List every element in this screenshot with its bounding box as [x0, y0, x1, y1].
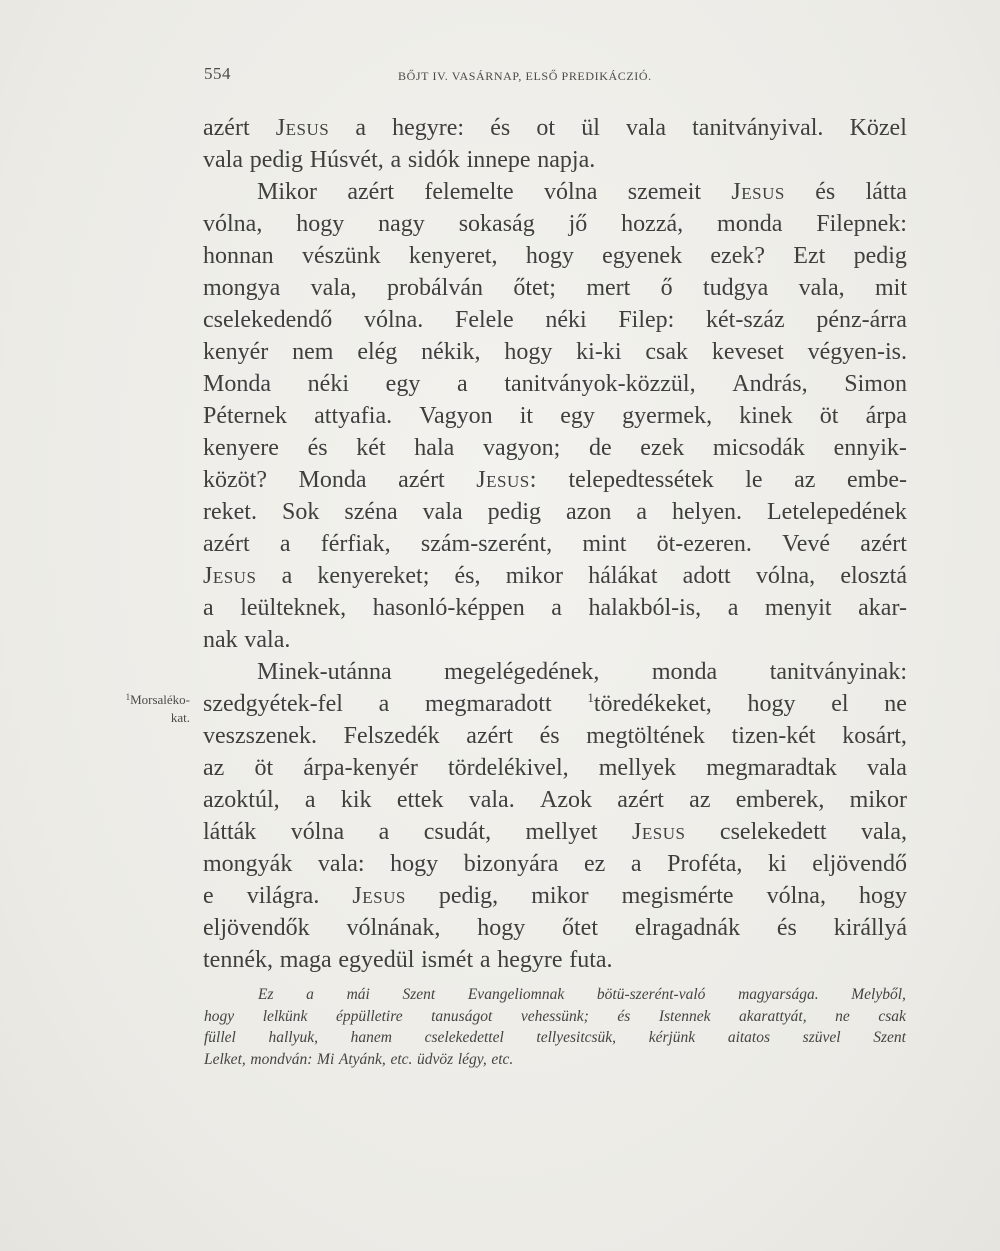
word: Közel	[849, 115, 907, 141]
word: eljövendő	[812, 851, 907, 877]
text-line	[203, 464, 907, 496]
word: tanuságot	[431, 1007, 493, 1025]
word: szüvel	[802, 1029, 841, 1046]
word: bizonyára	[463, 851, 559, 877]
word: Ez	[258, 986, 274, 1003]
word: vólna	[544, 179, 598, 205]
word: vólna.	[363, 307, 424, 333]
word: András,	[732, 371, 808, 397]
word: a	[727, 595, 739, 621]
word: vólna,	[203, 211, 263, 237]
word: vala,	[861, 819, 907, 845]
word: ki-ki	[576, 339, 622, 365]
word: ül	[581, 115, 600, 141]
word: helyen.	[672, 499, 742, 525]
word: Ezt	[793, 243, 826, 269]
word: vala,	[798, 275, 845, 301]
word: és	[776, 915, 797, 941]
word: szemeit	[627, 179, 702, 205]
word: ez	[583, 851, 606, 877]
word: Sok	[281, 499, 320, 525]
word: Monda	[298, 467, 367, 493]
word: ki	[768, 851, 787, 877]
word: Jesus	[731, 179, 785, 205]
word: a	[630, 851, 642, 877]
word: hegyre:	[392, 115, 465, 141]
word: tennék,	[203, 947, 273, 973]
word: Felele	[454, 307, 514, 333]
word: csudát,	[423, 819, 492, 845]
word: szedgyétek-fel	[203, 691, 343, 717]
word: széna	[344, 499, 398, 525]
word: Jesus	[632, 819, 686, 845]
word: cselekedendő	[203, 307, 333, 333]
word: micsodák	[712, 435, 805, 461]
word: emberek,	[735, 787, 825, 813]
word: lelkünk	[262, 1007, 308, 1025]
word: kenyere	[203, 435, 279, 461]
word: a	[306, 986, 314, 1003]
text-line	[203, 208, 907, 240]
word: Jesus	[275, 115, 330, 141]
word: mikor	[505, 563, 564, 589]
word: vala	[203, 147, 243, 173]
margin-note-text-1: Morsaléko-	[130, 692, 190, 707]
word	[587, 688, 711, 720]
word: leülteknek,	[240, 595, 347, 621]
word: éppülletire	[336, 1007, 403, 1025]
word: az	[203, 755, 225, 781]
word: őtet	[562, 915, 599, 941]
text-line	[203, 656, 907, 688]
word: a	[551, 595, 562, 621]
text-line	[203, 432, 907, 464]
word: egyedül	[338, 947, 415, 973]
word: cselekedettel	[424, 1029, 504, 1046]
word: néki	[545, 307, 587, 333]
text-line	[203, 944, 907, 976]
word: innepe	[466, 147, 531, 173]
word: és,	[454, 563, 481, 589]
word: reket.	[203, 499, 257, 525]
word: napja.	[537, 147, 596, 173]
text-line	[203, 848, 907, 880]
word: egyenek	[602, 243, 683, 269]
word: Lelket,	[204, 1050, 246, 1068]
word: Monda	[203, 371, 271, 397]
word: kenyér	[203, 339, 269, 365]
word: pedig	[487, 499, 541, 525]
word: Melyből,	[851, 986, 906, 1003]
page-number: 554	[204, 64, 231, 83]
word: azért	[466, 723, 513, 749]
word: akarattyát,	[739, 1007, 807, 1025]
word: és	[490, 115, 511, 141]
word: kinek	[739, 403, 793, 429]
word: hogy	[504, 339, 553, 365]
word: vala.	[468, 787, 515, 813]
word-text: töredékeket,	[593, 691, 712, 717]
word: ő	[660, 275, 673, 301]
word: Vevé	[782, 531, 831, 557]
word: pénz-árra	[816, 307, 907, 333]
word: azért	[203, 531, 250, 557]
word: tellyesitcsük,	[536, 1029, 617, 1046]
word: vala	[866, 755, 907, 781]
word: közöt?	[203, 467, 267, 493]
word: hozzá,	[621, 211, 684, 237]
text-line	[203, 784, 907, 816]
word: a	[279, 531, 291, 557]
word: monda	[717, 211, 783, 237]
word: sidók	[407, 147, 460, 173]
word: királlyá	[833, 915, 907, 941]
word: eljövendők	[203, 915, 310, 941]
word: egy	[385, 371, 421, 397]
word: hálákat	[588, 563, 658, 589]
word: két-száz	[706, 307, 785, 333]
word: ne	[835, 1007, 850, 1025]
word: felemelte	[424, 179, 514, 205]
text-line	[203, 624, 907, 656]
word: Minek-utánna	[257, 659, 392, 685]
word: világra.	[246, 883, 320, 909]
word: ennyik-	[833, 435, 907, 461]
word: aitatos	[727, 1029, 771, 1046]
word: Mikor	[257, 179, 317, 205]
word: kenyereket;	[317, 563, 430, 589]
word: a	[378, 691, 390, 717]
word: azért	[203, 115, 250, 141]
text-line	[203, 368, 907, 400]
word: megmaradtak	[706, 755, 837, 781]
word: honnan	[203, 243, 274, 269]
word: hanem	[350, 1029, 392, 1046]
word: elosztá	[840, 563, 907, 589]
word: mongya	[203, 275, 281, 301]
word: a	[281, 563, 293, 589]
word: megismérte	[621, 883, 734, 909]
word: légy,	[457, 1050, 487, 1068]
word: attyafia.	[314, 403, 393, 429]
word: hogy	[204, 1007, 235, 1025]
word: hallyuk,	[268, 1029, 318, 1046]
word: kenyeret,	[408, 243, 498, 269]
word: azon	[566, 499, 612, 525]
text-line	[203, 752, 907, 784]
word: vészünk	[301, 243, 381, 269]
word: Húsvét,	[309, 147, 384, 173]
word: nak	[203, 627, 238, 653]
word: vólna,	[766, 883, 826, 909]
closing-line	[204, 1006, 906, 1028]
word: tizen-két	[731, 723, 816, 749]
word: a	[304, 787, 316, 813]
word: és	[539, 723, 560, 749]
word: hogy	[859, 883, 907, 909]
word: és	[307, 435, 328, 461]
closing-line	[204, 1049, 906, 1071]
word: keveset	[711, 339, 784, 365]
word: megelégedének,	[444, 659, 600, 685]
word: mit	[874, 275, 907, 301]
closing-line	[204, 1027, 906, 1049]
word: bötü-szerént-való	[596, 986, 706, 1003]
word: hogy	[390, 851, 439, 877]
word: megmaradott	[425, 691, 552, 717]
word: látták	[203, 819, 257, 845]
word: hogy	[525, 243, 574, 269]
running-head: BŐJT IV. VASÁRNAP, ELSŐ PREDIKÁCZIÓ.	[398, 69, 652, 83]
word: Vagyon	[419, 403, 493, 429]
word: nem	[292, 339, 334, 365]
word: ettek	[396, 787, 444, 813]
text-line	[203, 688, 907, 720]
word: ismét	[421, 947, 474, 973]
word: adott	[682, 563, 731, 589]
word: tördelékivel,	[448, 755, 569, 781]
margin-note	[100, 688, 190, 727]
word: veszszenek.	[203, 723, 317, 749]
word: azoktúl,	[203, 787, 280, 813]
word: ot	[536, 115, 556, 141]
word: probálván	[387, 275, 483, 301]
text-line	[203, 592, 907, 624]
word: kosárt,	[842, 723, 907, 749]
word: embe-	[847, 467, 907, 493]
word: etc.	[491, 1050, 514, 1068]
word: it	[519, 403, 534, 429]
word: a	[378, 819, 390, 845]
word: vala,	[310, 275, 357, 301]
word: mert	[586, 275, 631, 301]
word: ezek	[640, 435, 685, 461]
word: azért	[617, 787, 664, 813]
word: csak	[645, 339, 688, 365]
word: mondván:	[250, 1050, 313, 1068]
text-line	[203, 880, 907, 912]
word: Filep:	[618, 307, 675, 333]
text-line	[203, 304, 907, 336]
word: árpa	[865, 403, 907, 429]
closing-paragraph	[204, 984, 906, 1070]
word: le	[745, 467, 763, 493]
word: sokaság	[458, 211, 535, 237]
text-line	[203, 816, 907, 848]
word: gyermek,	[622, 403, 713, 429]
word: vólnának,	[346, 915, 441, 941]
word: öt-ezeren.	[656, 531, 752, 557]
word: öt	[819, 403, 839, 429]
word: azért	[398, 467, 445, 493]
word: mái	[346, 986, 370, 1003]
margin-note-marker: 1	[125, 692, 131, 702]
word: Jesus	[203, 563, 257, 589]
footnote-marker: 1	[587, 690, 594, 705]
word: elragadnák	[634, 915, 741, 941]
word: azért	[860, 531, 907, 557]
word: pedig	[249, 147, 304, 173]
word: Evangeliomnak	[467, 986, 565, 1003]
word: az	[794, 467, 816, 493]
word: magyarsága.	[738, 986, 819, 1003]
word: elég	[357, 339, 398, 365]
word: Jesus:	[476, 467, 537, 493]
word: nékik,	[421, 339, 481, 365]
word: megtöltének	[586, 723, 705, 749]
word: halakból-is,	[588, 595, 702, 621]
text-line	[203, 336, 907, 368]
word: hegyre	[497, 947, 563, 973]
word: üdvöz	[417, 1050, 454, 1068]
word: cselekedett	[719, 819, 827, 845]
word: ezek?	[710, 243, 765, 269]
word: vagyon;	[482, 435, 561, 461]
word: Simon	[844, 371, 907, 397]
word: vala.	[244, 627, 291, 653]
word: kérjünk	[648, 1029, 696, 1046]
text-line	[203, 144, 907, 176]
word: egy	[560, 403, 595, 429]
word: telepedtessétek	[568, 467, 714, 493]
word: csak	[878, 1007, 906, 1025]
word: de	[588, 435, 612, 461]
word: és	[815, 179, 836, 205]
word: maga	[279, 947, 332, 973]
text-line	[203, 912, 907, 944]
word: pedig	[853, 243, 907, 269]
word: Felszedék	[343, 723, 440, 749]
word: pedig,	[438, 883, 499, 909]
word: Atyánk,	[338, 1050, 386, 1068]
word: mikor	[849, 787, 907, 813]
word: monda	[651, 659, 718, 685]
text-line	[203, 176, 907, 208]
word: őtet;	[513, 275, 556, 301]
word: mikor	[531, 883, 589, 909]
word: néki	[307, 371, 349, 397]
word: tudgya	[702, 275, 769, 301]
word: vehessünk;	[520, 1007, 589, 1025]
word: Péternek	[203, 403, 287, 429]
word: vala	[422, 499, 463, 525]
word: vólna,	[755, 563, 816, 589]
closing-line	[258, 984, 906, 1006]
word: a	[203, 595, 214, 621]
word: hogy	[296, 211, 345, 237]
word: látta	[865, 179, 907, 205]
text-line	[203, 528, 907, 560]
margin-note-line-1	[100, 688, 190, 709]
text-line	[203, 112, 907, 144]
word: mellyet	[525, 819, 598, 845]
word: vala	[626, 115, 666, 141]
word: a	[636, 499, 647, 525]
word: jő	[568, 211, 588, 237]
word: azért	[347, 179, 394, 205]
word: Filepnek:	[816, 211, 907, 237]
word: Mi	[317, 1050, 335, 1068]
word: hogy	[747, 691, 796, 717]
word: el	[831, 691, 849, 717]
word: füllel	[204, 1029, 236, 1046]
margin-note-line-2: kat.	[170, 710, 190, 725]
word: menyit	[764, 595, 832, 621]
word: mellyek	[598, 755, 677, 781]
word: vala:	[317, 851, 365, 877]
word: mongyák	[203, 851, 293, 877]
word: a	[390, 147, 402, 173]
word: Szent	[402, 986, 436, 1003]
text-line	[203, 560, 907, 592]
word: a	[479, 947, 491, 973]
word: és	[617, 1007, 631, 1025]
word: az	[689, 787, 711, 813]
word: tanitványinak:	[769, 659, 907, 685]
word: tanitványival.	[692, 115, 824, 141]
word: két	[356, 435, 386, 461]
word: Szent	[873, 1029, 906, 1046]
body-text	[203, 112, 907, 976]
word: árpa-kenyér	[303, 755, 418, 781]
word: Istennek	[658, 1007, 711, 1025]
word: hogy	[477, 915, 526, 941]
text-line	[203, 400, 907, 432]
text-line	[203, 272, 907, 304]
word: Proféta,	[667, 851, 743, 877]
word: a	[355, 115, 366, 141]
word: e	[203, 883, 214, 909]
word: futa.	[569, 947, 613, 973]
word: nagy	[378, 211, 425, 237]
word: vólna	[290, 819, 345, 845]
word: etc.	[390, 1050, 413, 1068]
text-line	[203, 720, 907, 752]
word: férfiak,	[320, 531, 391, 557]
word: öt	[254, 755, 274, 781]
text-line	[203, 496, 907, 528]
word: a	[457, 371, 468, 397]
word: szám-szerént,	[420, 531, 553, 557]
word: akar-	[858, 595, 907, 621]
word: Jesus	[352, 883, 406, 909]
text-line	[203, 240, 907, 272]
word: kik	[340, 787, 372, 813]
word: Azok	[540, 787, 592, 813]
word: végyen-is.	[807, 339, 907, 365]
word: Letelepedének	[767, 499, 907, 525]
word: hala	[414, 435, 455, 461]
word: hasonló-képpen	[372, 595, 525, 621]
word: ne	[884, 691, 907, 717]
word: mint	[582, 531, 627, 557]
word: tanitványok-közzül,	[504, 371, 696, 397]
